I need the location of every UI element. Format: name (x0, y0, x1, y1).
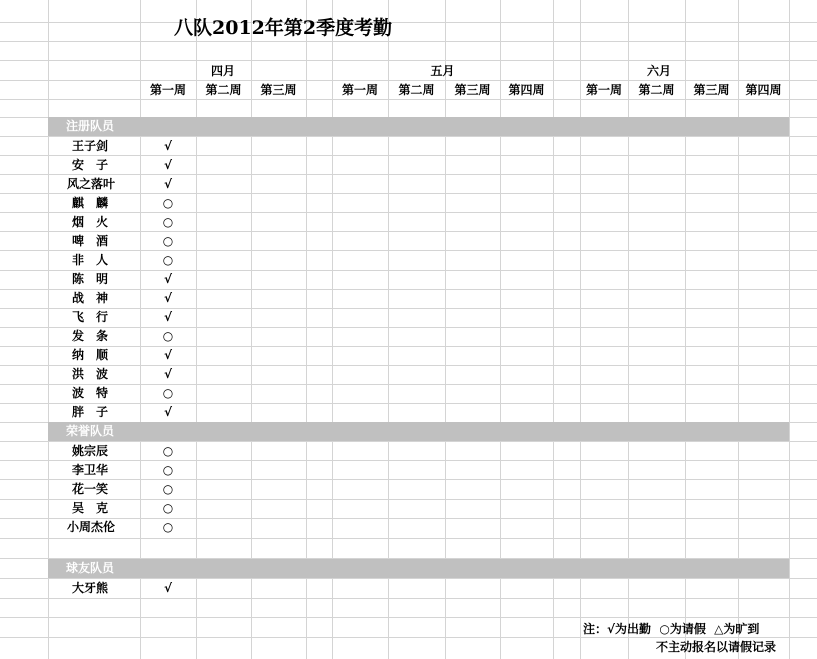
attendance-leave-mark: ○ (162, 329, 174, 343)
attendance-leave-mark: ○ (162, 482, 174, 496)
grid-row-line (0, 538, 817, 539)
member-name: 姚宗辰 (72, 444, 109, 458)
grid-row-line (0, 60, 817, 61)
member-name: 李卫华 (72, 463, 109, 477)
grid-row-line (0, 403, 817, 404)
week-header: 第一周 (341, 83, 378, 97)
grid-row-line (0, 384, 817, 385)
month-header: 六月 (646, 64, 671, 78)
attendance-present-mark: √ (163, 405, 172, 419)
grid-row-line (0, 212, 817, 213)
grid-row-line (0, 250, 817, 251)
attendance-present-mark: √ (163, 348, 172, 362)
grid-row-line (0, 174, 817, 175)
grid-row-line (0, 22, 817, 23)
grid-row-line (0, 155, 817, 156)
week-header: 第四周 (745, 83, 782, 97)
attendance-present-mark: √ (163, 272, 172, 286)
grid-row-line (0, 193, 817, 194)
sheet-title: 八队2012年第2季度考勤 (174, 17, 393, 39)
section-band (48, 422, 789, 441)
member-name: 啤 酒 (72, 234, 109, 248)
week-header: 第三周 (260, 83, 297, 97)
member-name: 大牙熊 (72, 581, 109, 595)
attendance-leave-mark: ○ (162, 234, 174, 248)
week-header: 第四周 (508, 83, 545, 97)
member-name: 洪 波 (72, 367, 109, 381)
legend-note-absence-rule: 不主动报名以请假记录 (656, 640, 777, 654)
member-name: 安 子 (72, 158, 109, 172)
grid-row-line (0, 518, 817, 519)
grid-row-line (0, 441, 817, 442)
attendance-present-mark: √ (163, 581, 172, 595)
attendance-present-mark: √ (163, 367, 172, 381)
attendance-leave-mark: ○ (162, 501, 174, 515)
grid-row-line (0, 289, 817, 290)
grid-row-line (0, 99, 817, 100)
week-header: 第二周 (638, 83, 675, 97)
week-header: 第二周 (205, 83, 242, 97)
section-band (48, 559, 789, 578)
section-label: 球友队员 (66, 561, 115, 575)
member-name: 飞 行 (72, 310, 109, 324)
legend-note: 注：√为出勤 ○为请假 △为旷到 (583, 622, 760, 636)
month-header: 四月 (210, 64, 235, 78)
week-header: 第三周 (454, 83, 491, 97)
section-label: 注册队员 (66, 119, 115, 133)
week-header: 第一周 (149, 83, 186, 97)
grid-row-line (0, 460, 817, 461)
grid-row-line (0, 346, 817, 347)
attendance-leave-mark: ○ (162, 463, 174, 477)
attendance-present-mark: √ (163, 310, 172, 324)
grid-row-line (0, 327, 817, 328)
grid-row-line (0, 41, 817, 42)
grid-row-line (0, 617, 817, 618)
section-label: 荣誉队员 (66, 424, 115, 438)
attendance-leave-mark: ○ (162, 253, 174, 267)
member-name: 波 特 (72, 386, 109, 400)
attendance-leave-mark: ○ (162, 444, 174, 458)
member-name: 风之落叶 (67, 177, 116, 191)
member-name: 花一笑 (72, 482, 109, 496)
grid-row-line (0, 308, 817, 309)
attendance-leave-mark: ○ (162, 215, 174, 229)
grid-row-line (0, 479, 817, 480)
member-name: 王子剑 (72, 139, 109, 153)
attendance-present-mark: √ (163, 139, 172, 153)
attendance-present-mark: √ (163, 177, 172, 191)
member-name: 吴 克 (72, 501, 109, 515)
member-name: 麒 麟 (72, 196, 109, 210)
member-name: 战 神 (72, 291, 109, 305)
grid-row-line (0, 231, 817, 232)
week-header: 第二周 (398, 83, 435, 97)
attendance-leave-mark: ○ (162, 520, 174, 534)
section-band (48, 117, 789, 136)
grid-row-line (0, 270, 817, 271)
grid-row-line (0, 598, 817, 599)
member-name: 小周杰伦 (67, 520, 116, 534)
attendance-leave-mark: ○ (162, 386, 174, 400)
month-header: 五月 (430, 64, 455, 78)
member-name: 烟 火 (72, 215, 109, 229)
attendance-leave-mark: ○ (162, 196, 174, 210)
member-name: 发 条 (72, 329, 109, 343)
week-header: 第三周 (693, 83, 730, 97)
member-name: 非 人 (72, 253, 109, 267)
member-name: 陈 明 (72, 272, 109, 286)
attendance-present-mark: √ (163, 158, 172, 172)
attendance-present-mark: √ (163, 291, 172, 305)
member-name: 纳 顺 (72, 348, 109, 362)
grid-row-line (0, 578, 817, 579)
member-name: 胖 子 (72, 405, 109, 419)
grid-row-line (0, 365, 817, 366)
grid-row-line (0, 499, 817, 500)
week-header: 第一周 (585, 83, 622, 97)
grid-row-line (0, 136, 817, 137)
